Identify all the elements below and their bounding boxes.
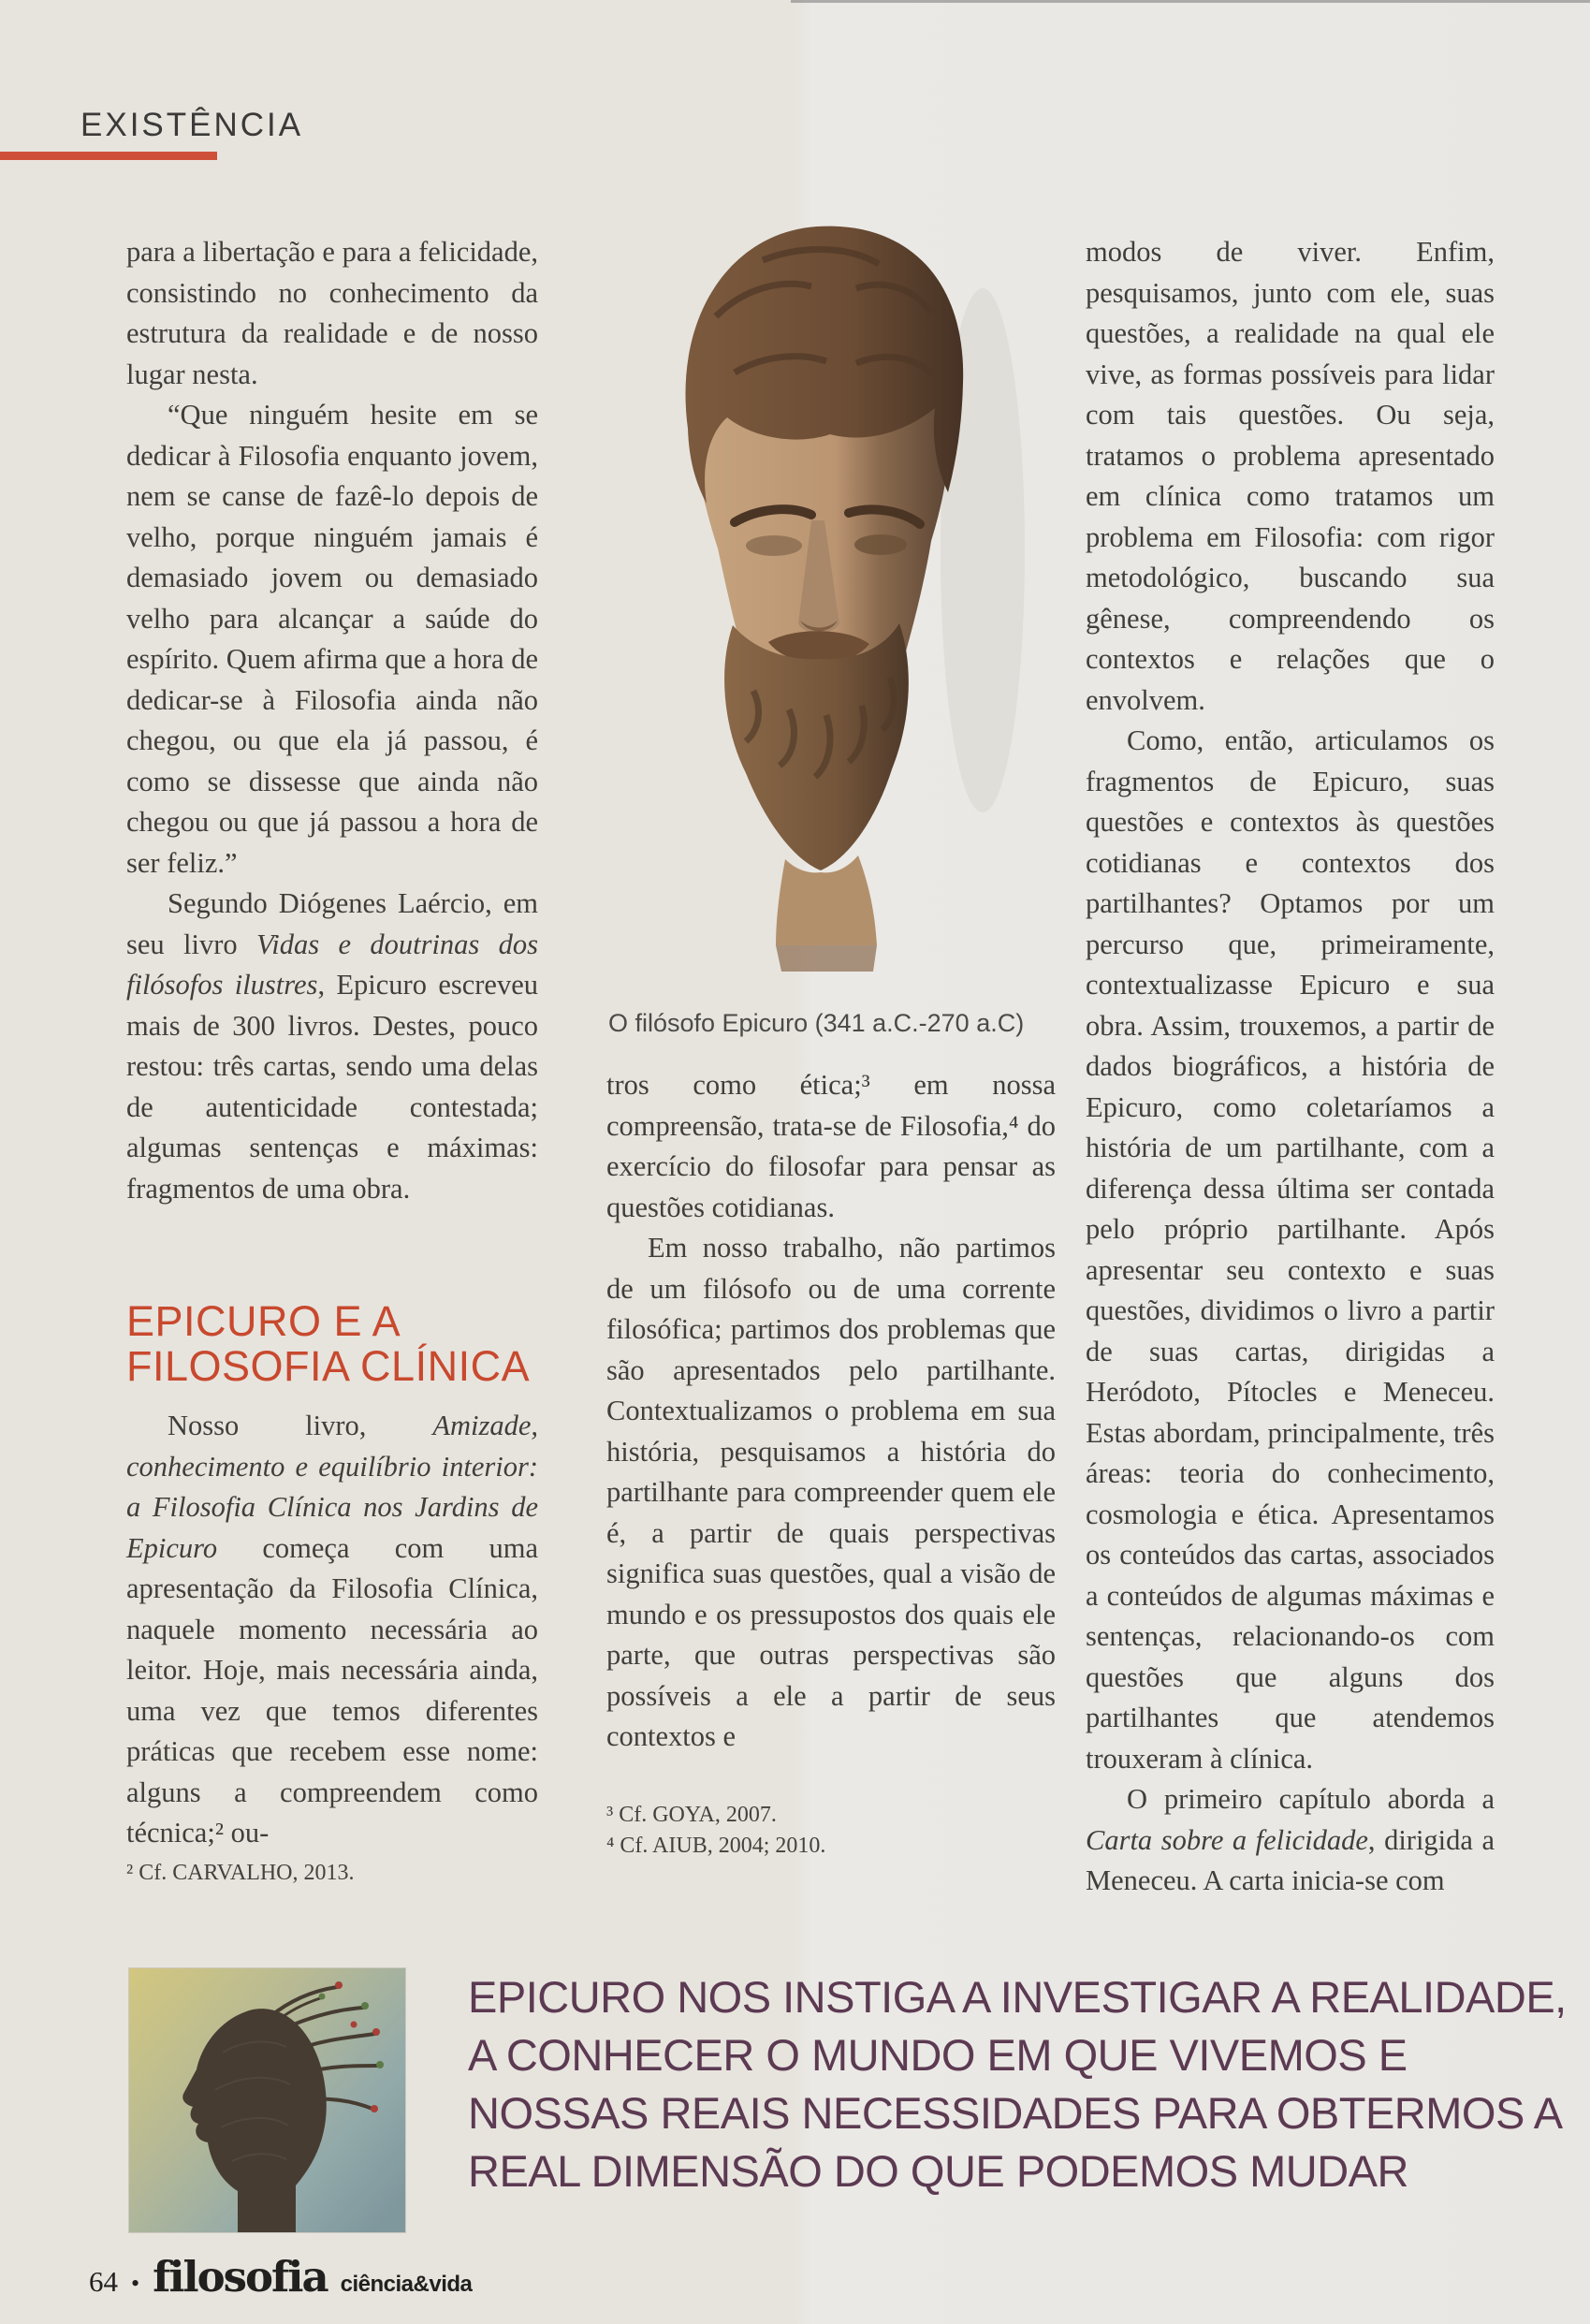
section-heading: EPICURO E A FILOSOFIA CLÍNICA xyxy=(126,1297,531,1390)
page-top-scan-line xyxy=(791,0,1590,3)
footnotes-column-1 xyxy=(126,1858,538,1889)
pull-quote-line: EPICURO NOS INSTIGA A INVESTIGAR A REALIDADE, xyxy=(468,1972,1567,2022)
paragraph xyxy=(126,884,538,1209)
pull-quote-line: NOSSAS REAIS NECESSIDADES PARA OBTERMOS A xyxy=(468,2088,1563,2138)
photo-caption: O filósofo Epicuro (341 a.C.-270 a.C) xyxy=(608,1009,1025,1037)
paragraph xyxy=(606,1228,1056,1758)
text-run: Em nosso trabalho, não partimos de um filósofo ou de uma corrente filosófica; partimos dos problemas que são apresentados pelo partilhante. Contextualizamos o problema em sua história, pesquisamos a história do partilhante para compreender quem ele é, a partir de quais perspectivas significa suas questões, qual a visão de mundo e os pressupostos dos quais ele parte, que outras perspectivas são possíveis a ele a partir de seus contextos e xyxy=(606,1232,1056,1752)
text-column-1 xyxy=(126,232,538,1854)
magazine-tagline: ciência&vida xyxy=(340,2272,473,2297)
section-label: EXISTÊNCIA xyxy=(80,107,304,143)
footnote: ⁴ Cf. AIUB, 2004; 2010. xyxy=(606,1834,826,1858)
text-run: “Que ninguém hesite em se dedicar à Filosofia enquanto jovem, nem se canse de fazê-lo depois de velho, porque ninguém jamais é demasiado jovem ou demasiado velho para alcançar a saúde do espírito. Quem afirma que a hora de dedicar-se à Filosofia ainda não chegou, ou que ela já passou, é como se dissesse que ainda não chegou ou que já passou a hora de ser feliz.” xyxy=(126,399,538,879)
text-run: Segundo Diógenes Laércio, em seu livro xyxy=(126,887,538,960)
book-title-italic: Vidas e doutrinas dos filósofos ilustres xyxy=(126,928,538,1001)
text-run: tros como ética;³ em nossa compreensão, trata-se de Filosofia,⁴ do exercício do filosofar para pensar as questões cotidianas. xyxy=(606,1069,1056,1223)
text-run: , dirigida a Meneceu. A carta inicia-se com xyxy=(1086,1823,1495,1896)
pull-quote xyxy=(468,1968,1572,2200)
text-column-3 xyxy=(1086,232,1495,1902)
head-silhouette-branches-illustration xyxy=(129,1968,405,2232)
head-silhouette-image xyxy=(129,1968,405,2232)
paragraph xyxy=(1086,1779,1495,1902)
footnotes-column-2 xyxy=(606,1800,1056,1862)
text-run: , Epicuro escreveu mais de 300 livros. Destes, pouco restou: três cartas, sendo uma delas de autenticidade contestada; algumas sentenças e máximas: fragmentos de uma obra. xyxy=(126,969,538,1205)
text-run: O primeiro capítulo aborda a xyxy=(1127,1783,1495,1815)
text-run: para a libertação e para a felicidade, consistindo no conhecimento da estrutura da realidade e de nosso lugar nesta. xyxy=(126,236,538,390)
pull-quote-line: REAL DIMENSÃO DO QUE PODEMOS MUDAR xyxy=(468,2146,1408,2196)
paragraph xyxy=(606,1065,1056,1228)
pull-quote-line: A CONHECER O MUNDO EM QUE VIVEMOS E xyxy=(468,2030,1408,2080)
text-run: Como, então, articulamos os fragmentos de Epicuro, suas questões e contextos às questões cotidianas e contextos dos partilhantes? Optamos por um percurso que, primeiramente, contextualizasse Epicuro e sua obra. Assim, trouxemos, a partir de dados biográficos, a história de Epicuro, como coletaríamos a história de um partilhante, com a diferença dessa última ser contada pelo próprio partilhante. Após apresentar seu contexto e suas questões, dividimos o livro a partir de suas cartas, dirigidas a Heródoto, Pítocles e Meneceu. Estas abordam, principalmente, três áreas: teoria do conhecimento, cosmologia e ética. Apresentamos os conteúdos das cartas, associados a conteúdos de algumas máximas e sentenças, relacionando-os com questões que alguns dos partilhantes que atendemos trouxeram à clínica. xyxy=(1086,724,1495,1775)
paragraph xyxy=(126,395,538,884)
paragraph xyxy=(1086,232,1495,721)
text-column-2 xyxy=(606,1065,1056,1758)
magazine-logo: filosofia xyxy=(153,2252,328,2302)
page-number: 64 xyxy=(89,2265,118,2298)
book-title-italic: Amizade, conhecimento e equilíbrio interior: a Filosofia Clínica nos Jardins de Epicuro xyxy=(126,1410,538,1564)
paragraph xyxy=(126,232,538,395)
book-title-italic: Carta sobre a felicidade xyxy=(1086,1823,1368,1856)
paragraph xyxy=(1086,721,1495,1779)
footnote: ³ Cf. GOYA, 2007. xyxy=(606,1803,777,1827)
epicurus-photo xyxy=(576,148,1072,995)
bullet-separator-icon: • xyxy=(131,2270,140,2297)
page-footer xyxy=(89,2252,473,2302)
footnote: ² Cf. CARVALHO, 2013. xyxy=(126,1861,355,1885)
epicurus-bust-illustration xyxy=(576,148,1072,995)
section-underline xyxy=(0,152,217,160)
text-run: modos de viver. Enfim, pesquisamos, junto com ele, suas questões, a realidade na qual ele vive, as formas possíveis para lidar com tais questões. Ou seja, tratamos o problema apresentado em clínica como tratamos um problema em Filosofia: com rigor metodológico, buscando sua gênese, compreendendo os contextos e relações que o envolvem. xyxy=(1086,236,1495,716)
text-run: Nosso livro, xyxy=(168,1410,433,1441)
paragraph xyxy=(126,1406,538,1854)
text-run: começa com uma apresentação da Filosofia Clínica, naquele momento necessária ao leitor. Hoje, mais necessária ainda, uma vez que temos diferentes práticas que recebem esse nome: alguns a compreendem como técnica;² ou- xyxy=(126,1531,538,1849)
